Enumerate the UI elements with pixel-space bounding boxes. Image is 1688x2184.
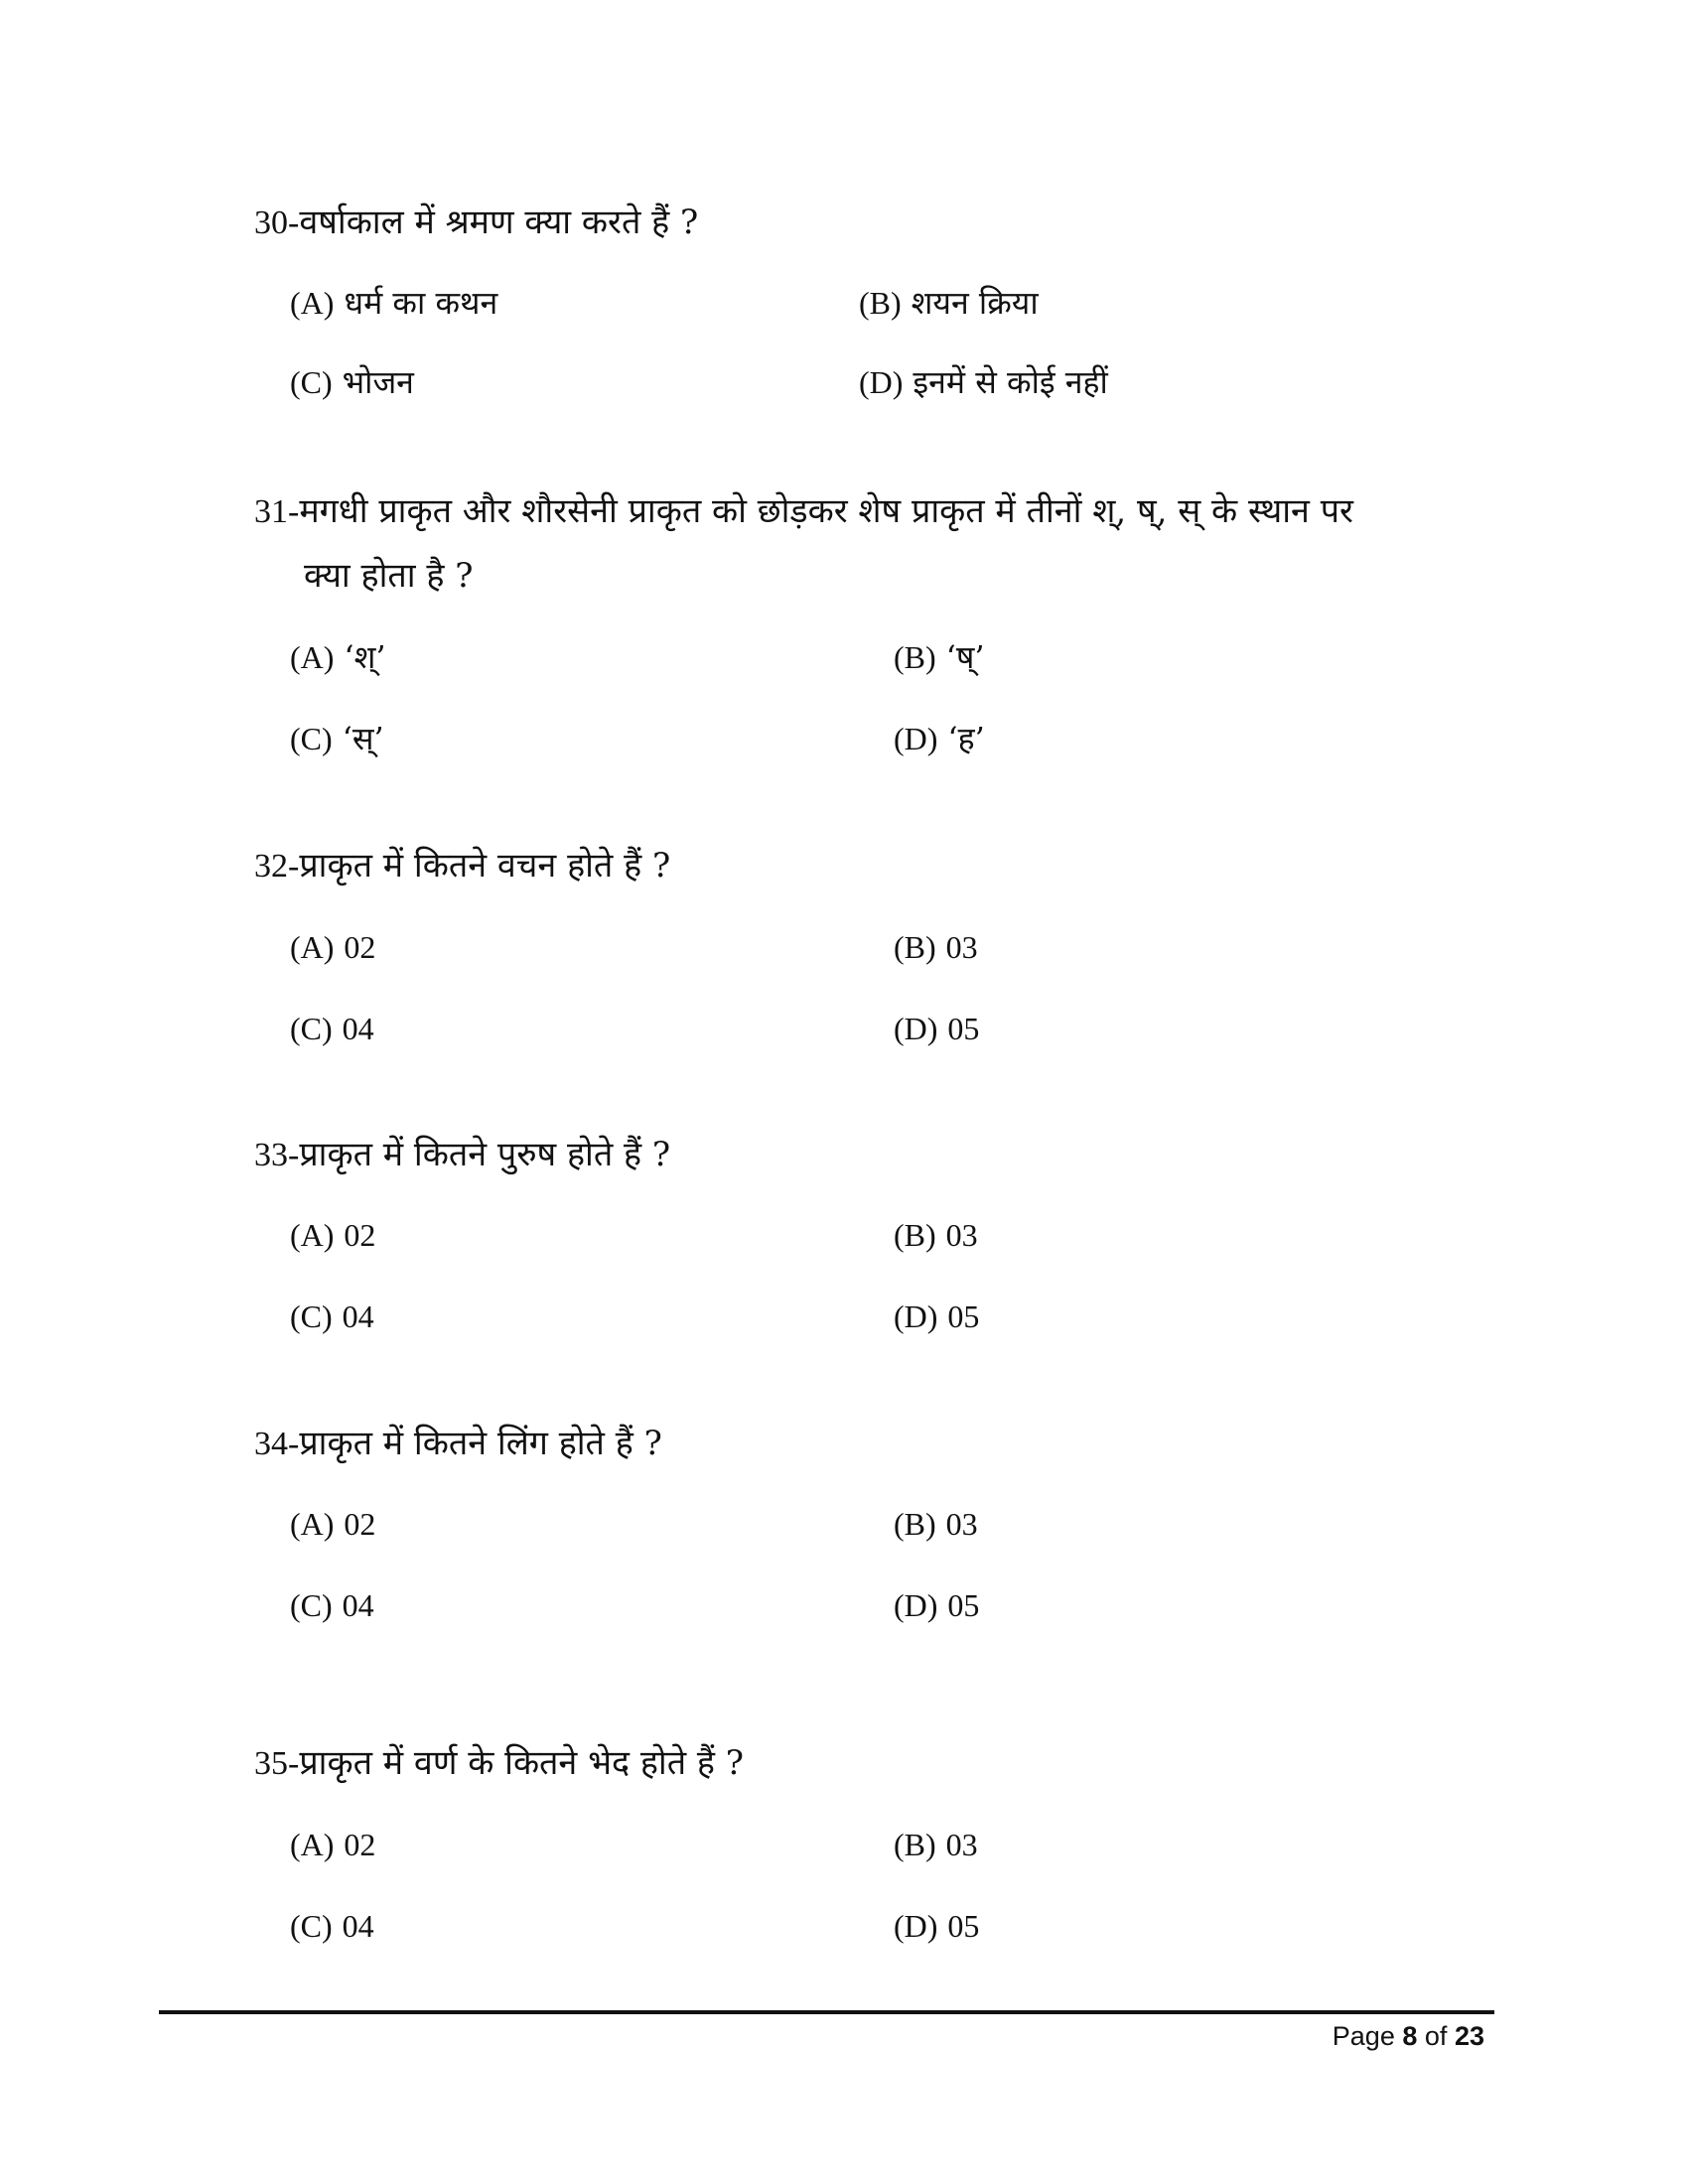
question-text-continued: क्या होता है ?	[304, 556, 474, 596]
question-34	[254, 1412, 1485, 1476]
option-c: (C) 04	[290, 1908, 374, 1944]
question-30	[254, 191, 1485, 255]
option-a: (A) 02	[290, 1217, 376, 1253]
question-31	[254, 479, 1485, 608]
option-c: (C) 04	[290, 1587, 374, 1623]
option-b: (B) 03	[894, 1506, 978, 1542]
question-text: मगधी प्राकृत और शौरसेनी प्राकृत को छोड़कर शेष प्राकृत में तीनों श्, ष्, स् के स्थान पर	[299, 491, 1353, 531]
option-b: (B) 03	[894, 1827, 978, 1862]
question-text: प्राकृत में कितने पुरुष होते हैं ?	[299, 1135, 671, 1174]
option-d: (D) 05	[894, 1587, 980, 1623]
question-text: प्राकृत में वर्ण के कितने भेद होते हैं ?	[299, 1743, 745, 1783]
question-number: 35-	[254, 1745, 300, 1782]
question-number: 32-	[254, 848, 300, 885]
option-a: (A) 02	[290, 929, 376, 965]
question-33	[254, 1123, 1485, 1187]
page-total: 23	[1454, 2021, 1484, 2051]
question-text: वर्षाकाल में श्रमण क्या करते हैं ?	[299, 203, 699, 242]
option-b: (B) 03	[894, 929, 978, 965]
option-d: (D) 05	[894, 1011, 980, 1046]
option-a: (A) ‘श्’	[290, 638, 386, 676]
question-number: 30-	[254, 205, 300, 241]
question-number: 33-	[254, 1137, 300, 1173]
page-number: 8	[1402, 2021, 1418, 2051]
option-d: (D) 05	[894, 1298, 980, 1334]
page-word: Page	[1332, 2021, 1395, 2051]
option-c: (C) ‘स्’	[290, 720, 384, 757]
option-d: (D) इनमें से कोई नहीं	[859, 363, 1108, 401]
question-35	[254, 1731, 1485, 1796]
question-number: 31-	[254, 493, 300, 530]
option-a: (A) 02	[290, 1827, 376, 1862]
question-number: 34-	[254, 1426, 300, 1462]
option-c: (C) 04	[290, 1011, 374, 1046]
option-b: (B) 03	[894, 1217, 978, 1253]
of-word: of	[1424, 2021, 1448, 2051]
option-b: (B) ‘ष्’	[894, 638, 985, 676]
question-text: प्राकृत में कितने वचन होते हैं ?	[299, 846, 671, 886]
question-text: प्राकृत में कितने लिंग होते हैं ?	[299, 1424, 662, 1463]
option-d: (D) 05	[894, 1908, 980, 1944]
page-indicator	[1333, 2021, 1484, 2052]
question-32	[254, 834, 1485, 898]
option-b: (B) शयन क्रिया	[859, 284, 1039, 322]
footer-divider	[159, 2010, 1494, 2014]
option-c: (C) भोजन	[290, 363, 414, 401]
option-d: (D) ‘ह’	[894, 720, 985, 757]
option-c: (C) 04	[290, 1298, 374, 1334]
option-a: (A) 02	[290, 1506, 376, 1542]
option-a: (A) धर्म का कथन	[290, 284, 498, 322]
